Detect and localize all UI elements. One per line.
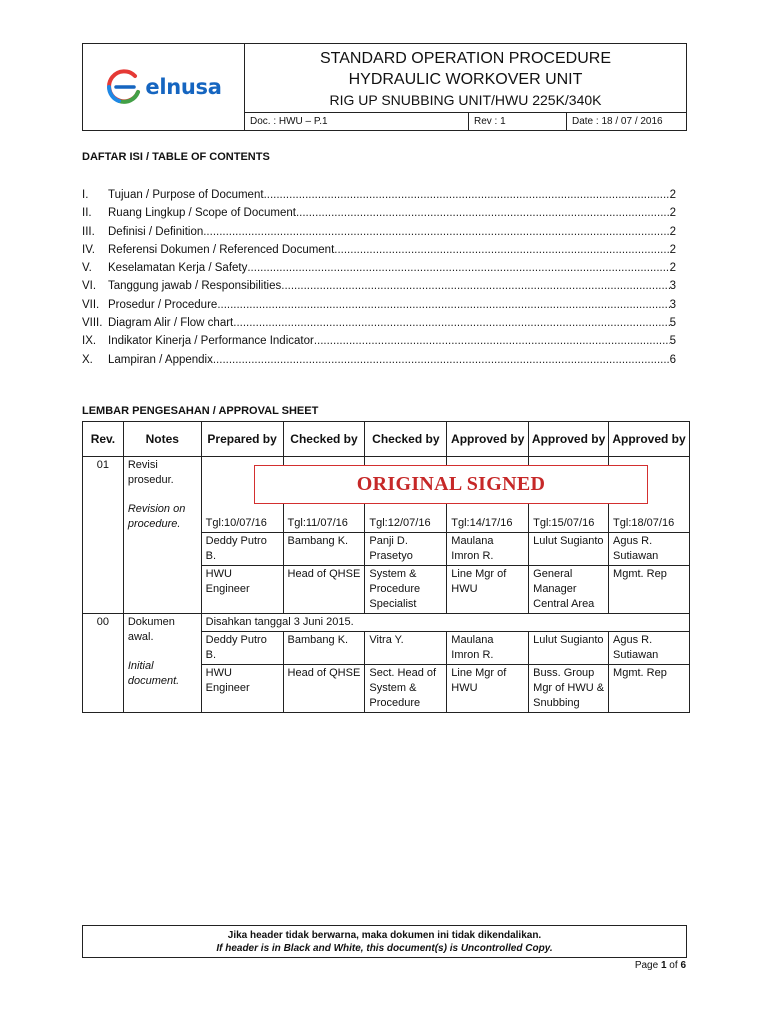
toc-item-label: Tanggung jawab / Responsibilities bbox=[108, 280, 282, 293]
signer-role: Buss. Group Mgr of HWU & Snubbing bbox=[529, 665, 609, 713]
signer-name: Deddy Putro B. bbox=[201, 632, 283, 665]
signer-name: Bambang K. bbox=[283, 632, 365, 665]
toc-item-page: 5 bbox=[669, 317, 676, 330]
toc-item-number: IX. bbox=[82, 335, 97, 348]
signer-role: Mgmt. Rep bbox=[609, 665, 690, 713]
toc-title: DAFTAR ISI / TABLE OF CONTENTS bbox=[82, 151, 270, 163]
company-logo bbox=[83, 44, 245, 130]
toc-item-number: I. bbox=[82, 189, 89, 201]
toc-item-page: 2 bbox=[669, 243, 676, 256]
doc-title-line3: RIG UP SNUBBING UNIT/HWU 225K/340K bbox=[329, 92, 602, 108]
toc-item-page: 2 bbox=[669, 225, 676, 238]
toc-item-number: V. bbox=[82, 262, 92, 275]
header-approved-by-1: Approved by bbox=[447, 422, 529, 457]
signer-name: Bambang K. bbox=[283, 533, 365, 566]
header-prepared-by: Prepared by bbox=[201, 422, 283, 457]
rev-notes bbox=[123, 614, 201, 713]
toc-item[interactable] bbox=[82, 241, 676, 259]
toc-item[interactable] bbox=[82, 277, 676, 295]
elnusa-logo-icon bbox=[105, 68, 143, 106]
toc-item[interactable] bbox=[82, 296, 676, 314]
header-approved-by-3: Approved by bbox=[609, 422, 690, 457]
toc-item[interactable] bbox=[82, 204, 676, 222]
header-checked-by-2: Checked by bbox=[365, 422, 447, 457]
toc-item[interactable] bbox=[82, 186, 676, 204]
toc-leader-dots bbox=[233, 314, 669, 332]
signer-name: Maulana Imron R. bbox=[447, 632, 529, 665]
signer-role: HWU Engineer bbox=[201, 566, 283, 614]
signer-role: Line Mgr of HWU bbox=[447, 566, 529, 614]
signer-name: Lulut Sugianto bbox=[529, 533, 609, 566]
toc-item[interactable] bbox=[82, 351, 676, 369]
toc-item[interactable] bbox=[82, 259, 676, 277]
toc-item-page: 2 bbox=[669, 207, 676, 220]
rev-notes bbox=[123, 457, 201, 614]
logo-text: elnusa bbox=[145, 75, 222, 99]
signer-name: Maulana Imron R. bbox=[447, 533, 529, 566]
toc-item-page: 2 bbox=[669, 262, 676, 275]
toc-item-page: 3 bbox=[669, 280, 676, 293]
table-row bbox=[83, 614, 690, 632]
sign-date-cell: Tgl:14/17/16 bbox=[447, 457, 529, 533]
header-notes: Notes bbox=[123, 422, 201, 457]
sign-date-cell: Tgl:10/07/16 bbox=[201, 457, 283, 533]
sign-date-cell: Tgl:18/07/16 bbox=[609, 457, 690, 533]
doc-number: Doc. : HWU – P.1 bbox=[245, 113, 469, 130]
toc-item-number: VI. bbox=[82, 280, 97, 293]
toc-item-number: X. bbox=[82, 353, 93, 366]
signer-name: Panji D. Prasetyo bbox=[365, 533, 447, 566]
toc-item[interactable] bbox=[82, 314, 676, 332]
header-checked-by-1: Checked by bbox=[283, 422, 365, 457]
signer-name: Deddy Putro B. bbox=[201, 533, 283, 566]
signer-name: Vitra Y. bbox=[365, 632, 447, 665]
toc-item-number: IV. bbox=[82, 243, 96, 256]
note-id: Revisi prosedur. bbox=[127, 459, 174, 486]
signer-role: Line Mgr of HWU bbox=[447, 665, 529, 713]
toc-leader-dots bbox=[281, 277, 669, 295]
toc-item-label: Tujuan / Purpose of Document bbox=[108, 189, 264, 201]
toc-item-number: II. bbox=[82, 207, 92, 220]
doc-title-line1: STANDARD OPERATION PROCEDURE bbox=[320, 50, 611, 67]
toc-item-page: 6 bbox=[669, 353, 676, 366]
toc-item-label: Keselamatan Kerja / Safety bbox=[108, 262, 248, 275]
toc-item-label: Referensi Dokumen / Referenced Document bbox=[108, 243, 335, 256]
signer-name: Agus R. Sutiawan bbox=[609, 632, 690, 665]
signer-role: Head of QHSE bbox=[283, 665, 365, 713]
toc-leader-dots bbox=[213, 351, 670, 369]
page-of: of bbox=[666, 960, 681, 971]
toc-item-label: Prosedur / Procedure bbox=[108, 298, 218, 311]
toc-item-page: 5 bbox=[669, 335, 676, 348]
note-id: Dokumen awal. bbox=[127, 616, 175, 643]
header-rev: Rev. bbox=[83, 422, 124, 457]
control-notice bbox=[82, 925, 687, 958]
toc-item-label: Definisi / Definition bbox=[108, 225, 204, 238]
signer-role: Sect. Head of System & Procedure bbox=[365, 665, 447, 713]
sign-date-cell: Tgl:11/07/16 bbox=[283, 457, 365, 533]
title-block bbox=[245, 44, 686, 113]
rev-number: 01 bbox=[83, 457, 124, 614]
document-header bbox=[82, 43, 687, 131]
note-en: Initial document. bbox=[127, 660, 180, 687]
toc-item-label: Diagram Alir / Flow chart bbox=[108, 317, 234, 330]
signer-role: General Manager Central Area bbox=[529, 566, 609, 614]
signer-role: System & Procedure Specialist bbox=[365, 566, 447, 614]
signer-name: Agus R. Sutiawan bbox=[609, 533, 690, 566]
table-of-contents bbox=[82, 186, 676, 369]
toc-leader-dots bbox=[203, 223, 669, 241]
approval-title: LEMBAR PENGESAHAN / APPROVAL SHEET bbox=[82, 405, 319, 417]
toc-item-label: Lampiran / Appendix bbox=[108, 353, 213, 366]
ratified-note: Disahkan tanggal 3 Juni 2015. bbox=[201, 614, 689, 632]
toc-leader-dots bbox=[296, 204, 670, 222]
page-total: 6 bbox=[680, 960, 686, 971]
toc-item-number: VIII. bbox=[82, 317, 103, 330]
control-notice-en: If header is in Black and White, this document(s) is Uncontrolled Copy. bbox=[216, 943, 553, 954]
toc-item-page: 2 bbox=[669, 189, 676, 201]
doc-revision: Rev : 1 bbox=[469, 113, 567, 130]
signer-name: Lulut Sugianto bbox=[529, 632, 609, 665]
page-prefix: Page bbox=[634, 960, 661, 971]
page-current: 1 bbox=[660, 960, 667, 971]
control-notice-id: Jika header tidak berwarna, maka dokumen ini tidak dikendalikan. bbox=[227, 930, 542, 941]
toc-item-number: VII. bbox=[82, 298, 100, 311]
rev-number: 00 bbox=[83, 614, 124, 713]
toc-leader-dots bbox=[334, 241, 669, 259]
doc-date: Date : 18 / 07 / 2016 bbox=[572, 116, 663, 127]
toc-leader-dots bbox=[314, 332, 670, 350]
original-signed-stamp bbox=[254, 465, 648, 504]
signer-role: Head of QHSE bbox=[283, 566, 365, 614]
sign-date-cell: Tgl:12/07/16 bbox=[365, 457, 447, 533]
toc-item-label: Ruang Lingkup / Scope of Document bbox=[108, 207, 296, 220]
toc-item-label: Indikator Kinerja / Performance Indicator bbox=[108, 335, 314, 348]
header-approved-by-2: Approved by bbox=[529, 422, 609, 457]
toc-leader-dots bbox=[217, 296, 669, 314]
signed-stamp-text: ORIGINAL SIGNED bbox=[356, 473, 546, 495]
note-en: Revision on procedure. bbox=[127, 503, 186, 530]
doc-meta-row bbox=[245, 112, 686, 130]
toc-leader-dots bbox=[247, 259, 669, 277]
page-number bbox=[635, 960, 686, 971]
toc-item-page: 3 bbox=[669, 298, 676, 311]
toc-item[interactable] bbox=[82, 332, 676, 350]
toc-item[interactable] bbox=[82, 223, 676, 241]
toc-leader-dots bbox=[264, 186, 670, 204]
signer-role: HWU Engineer bbox=[201, 665, 283, 713]
sign-date-cell: Tgl:15/07/16 bbox=[529, 457, 609, 533]
approval-header-row bbox=[83, 422, 690, 457]
signer-role: Mgmt. Rep bbox=[609, 566, 690, 614]
doc-title-line2: HYDRAULIC WORKOVER UNIT bbox=[348, 71, 583, 88]
toc-item-number: III. bbox=[82, 225, 95, 238]
